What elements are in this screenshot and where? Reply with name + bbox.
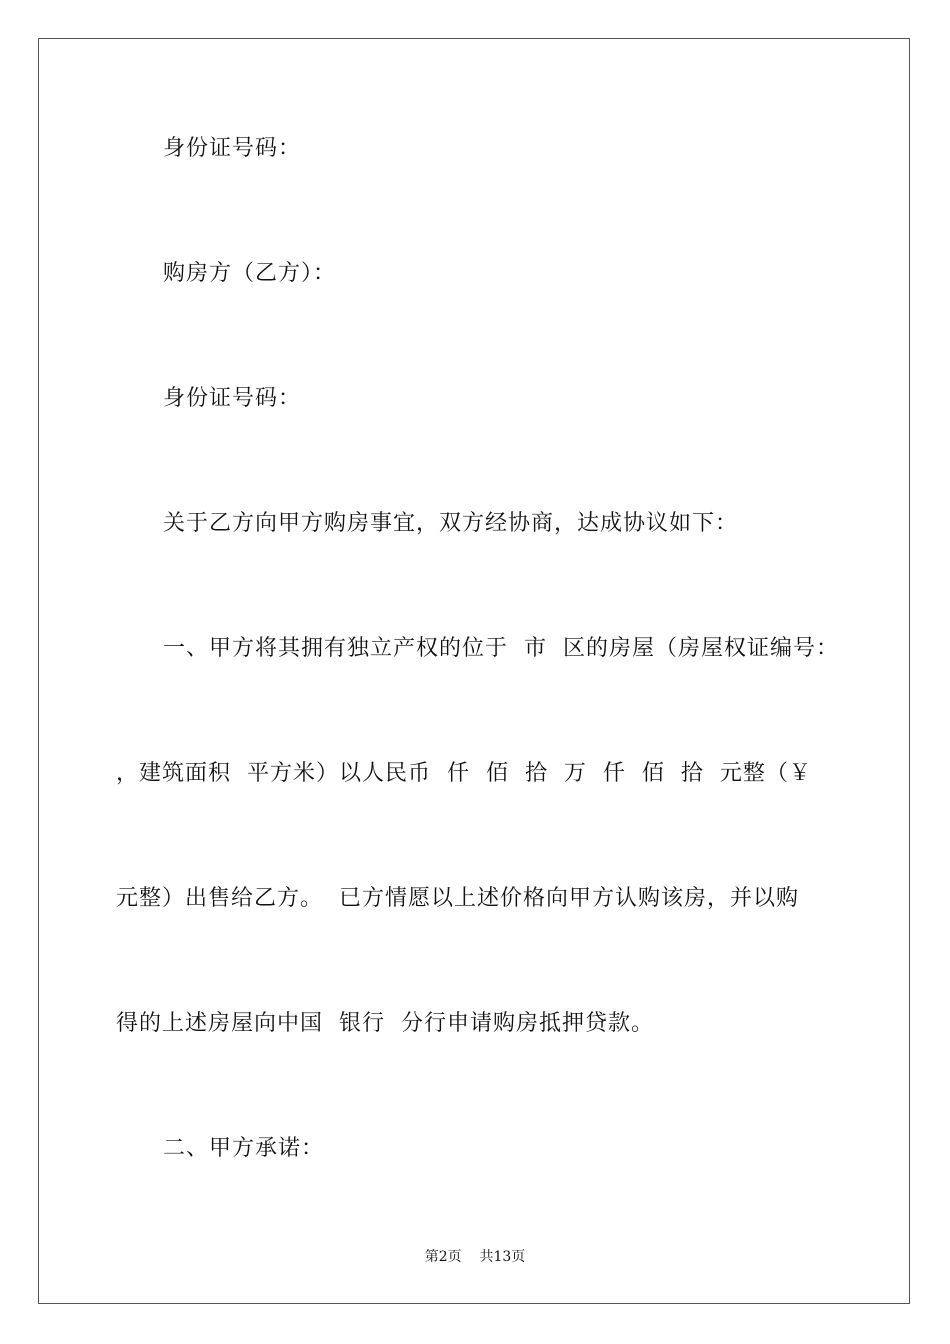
clause-1-line-1: 一、甲方将其拥有独立产权的位于 市 区的房屋（房屋权证编号： bbox=[163, 636, 839, 661]
clause-1-line-4: 得的上述房屋向中国 银行 分行申请购房抵押贷款。 bbox=[116, 1011, 654, 1036]
buyer-id-number-label: 身份证号码： bbox=[163, 386, 302, 411]
agreement-intro-paragraph: 关于乙方向甲方购房事宜，双方经协商，达成协议如下： bbox=[163, 511, 739, 536]
clause-2-heading: 二、甲方承诺： bbox=[163, 1136, 325, 1161]
seller-id-number-label: 身份证号码： bbox=[163, 136, 302, 161]
clause-1-line-2: ，建筑面积 平方米）以人民币 仟 佰 拾 万 仟 佰 拾 元整（￥ bbox=[116, 761, 812, 786]
page-border bbox=[38, 38, 910, 1304]
clause-1-line-3: 元整）出售给乙方。 已方情愿以上述价格向甲方认购该房，并以购 bbox=[116, 886, 799, 911]
buyer-party-label: 购房方（乙方）： bbox=[163, 261, 337, 286]
page-number-footer: 第2页 共13页 bbox=[424, 1249, 526, 1265]
